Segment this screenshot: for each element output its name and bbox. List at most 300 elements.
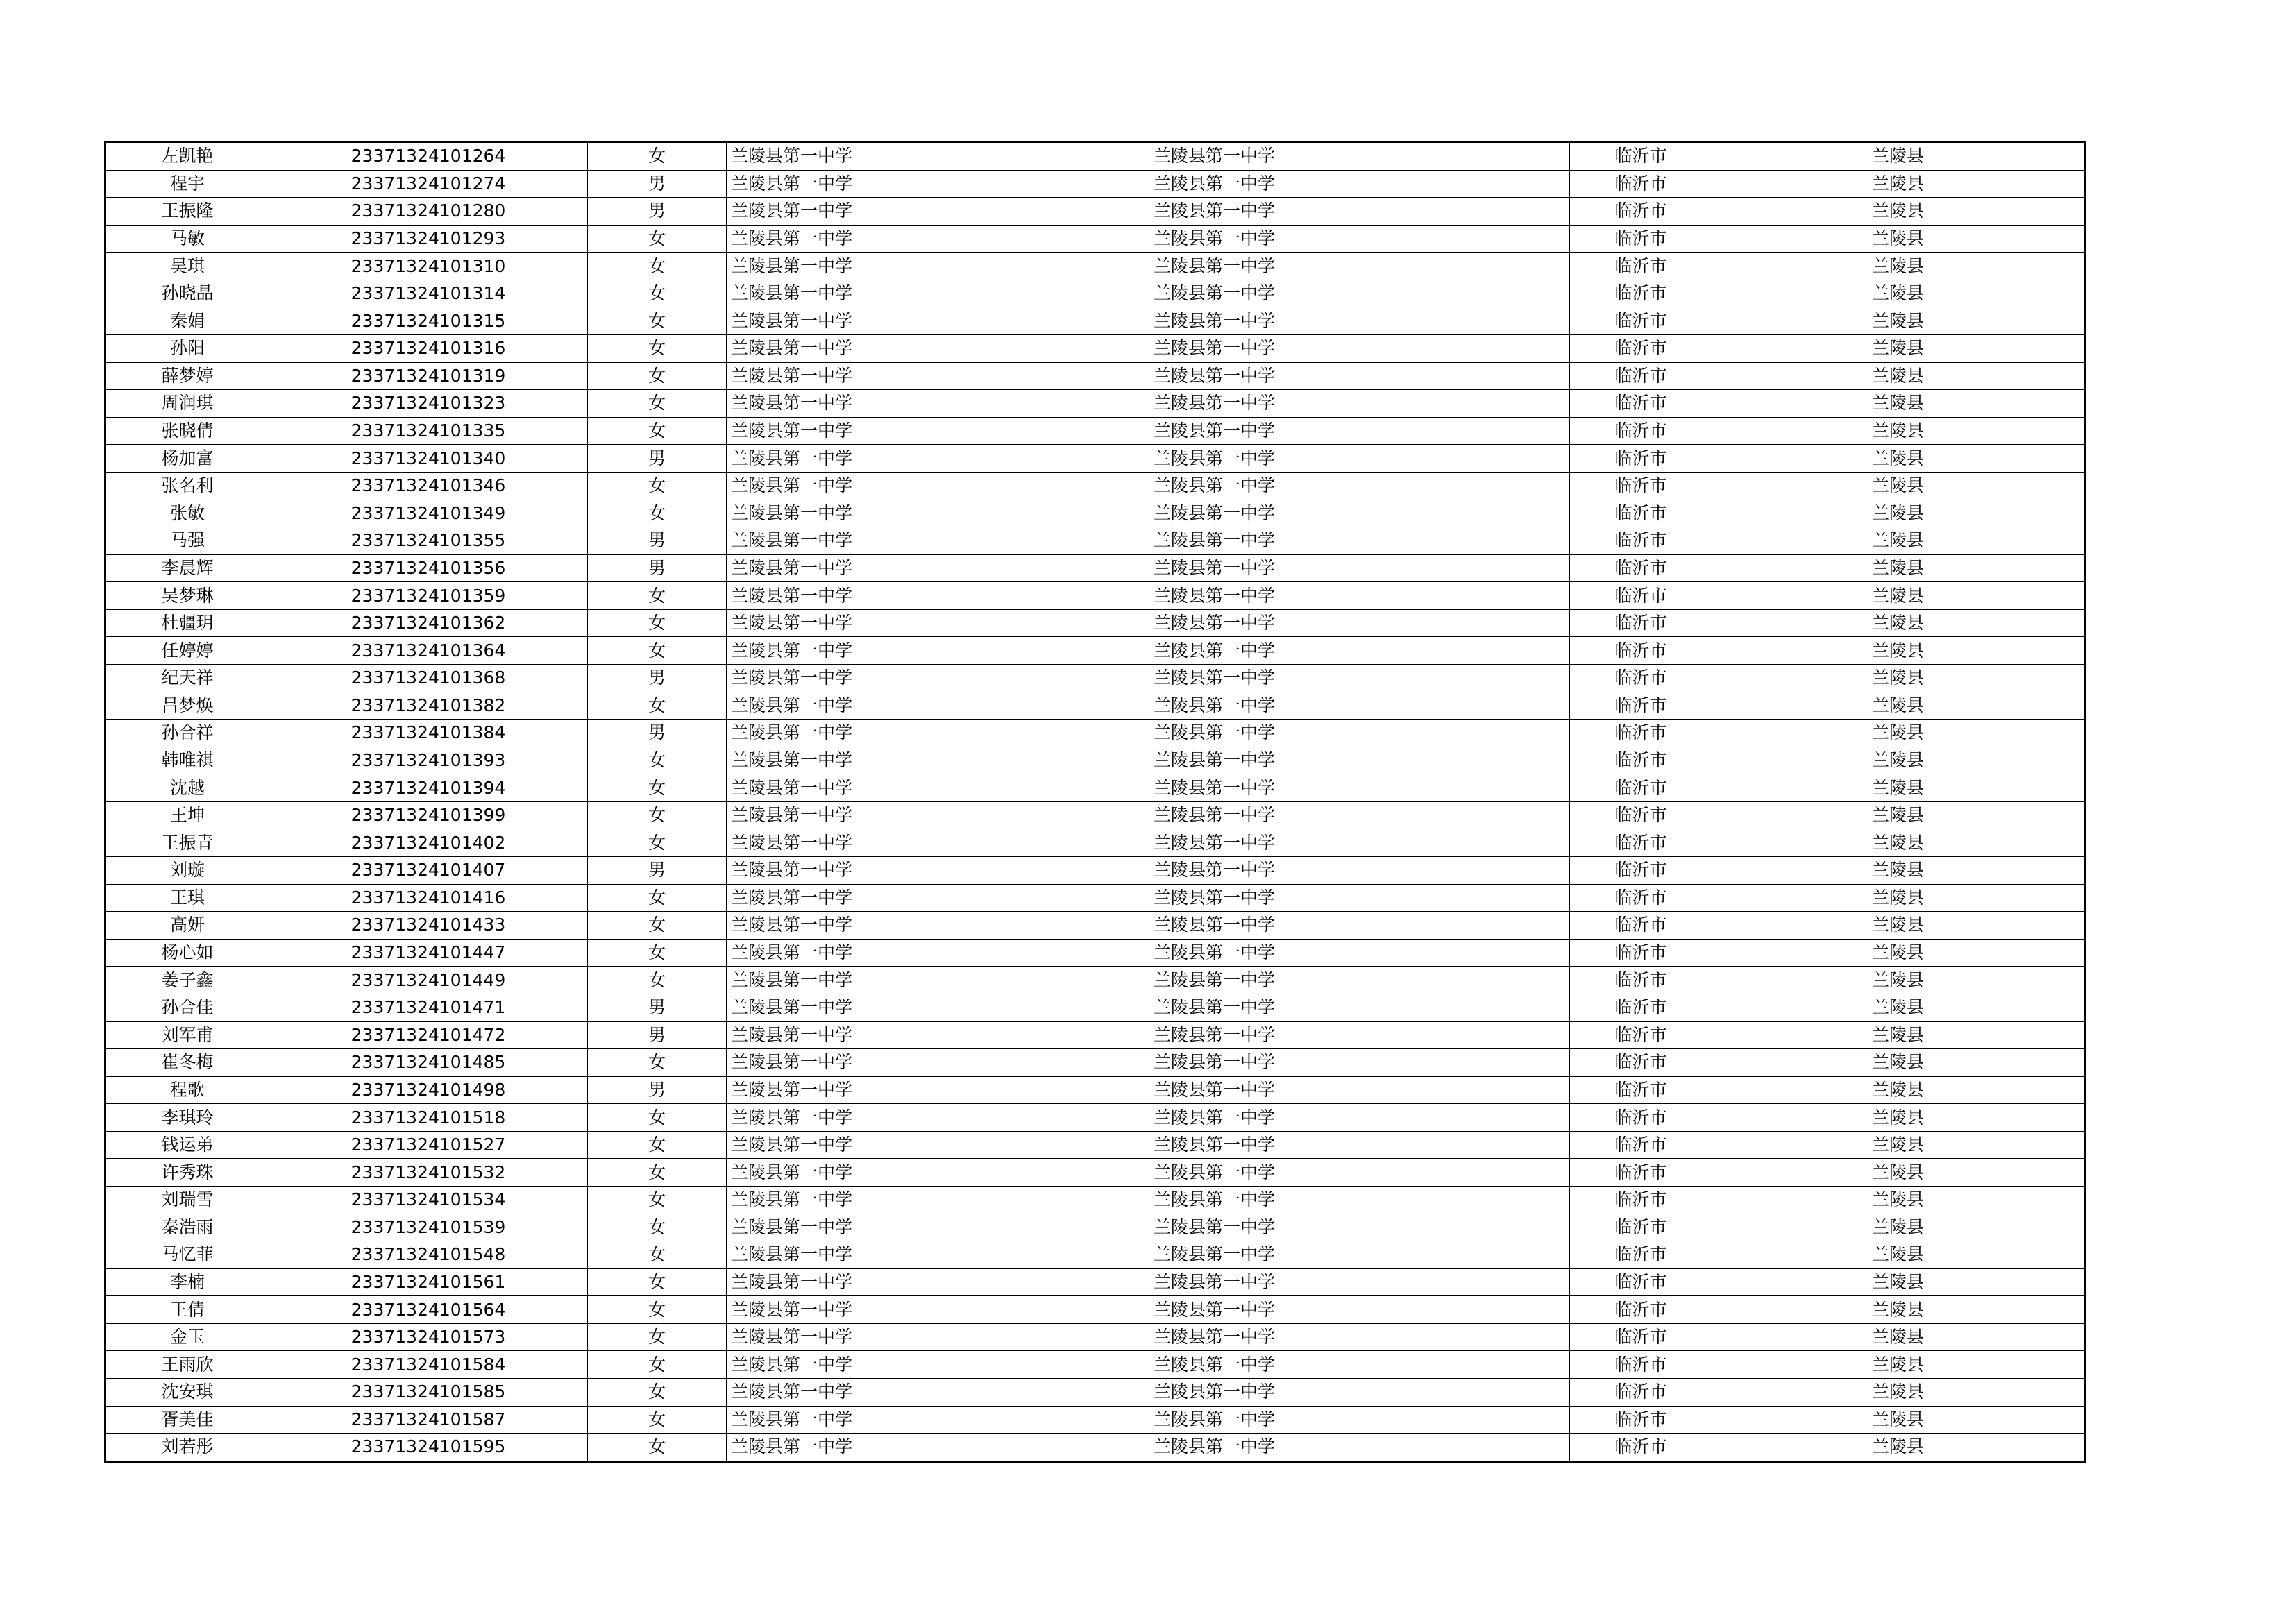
city-cell: 临沂市 xyxy=(1570,720,1712,747)
school-cell: 兰陵县第一中学 xyxy=(727,720,1149,747)
county-cell: 兰陵县 xyxy=(1712,1186,2085,1214)
city-cell: 临沂市 xyxy=(1570,280,1712,307)
exam-site-cell: 兰陵县第一中学 xyxy=(1149,857,1570,885)
gender-cell: 女 xyxy=(588,747,727,774)
table-row xyxy=(105,1159,2085,1187)
county-cell: 兰陵县 xyxy=(1712,1131,2085,1159)
exam-site-cell: 兰陵县第一中学 xyxy=(1149,142,1570,171)
exam-id-cell: 23371324101393 xyxy=(269,747,588,774)
exam-id-cell: 23371324101355 xyxy=(269,527,588,555)
school-cell: 兰陵县第一中学 xyxy=(727,857,1149,885)
student-name-cell: 程宇 xyxy=(105,170,269,198)
table-row xyxy=(105,170,2085,198)
county-cell: 兰陵县 xyxy=(1712,554,2085,582)
gender-cell: 女 xyxy=(588,637,727,665)
city-cell: 临沂市 xyxy=(1570,747,1712,774)
student-name-cell: 孙合佳 xyxy=(105,994,269,1021)
exam-id-cell: 23371324101340 xyxy=(269,445,588,473)
student-name-cell: 孙阳 xyxy=(105,335,269,363)
table-row xyxy=(105,801,2085,829)
exam-id-cell: 23371324101382 xyxy=(269,692,588,720)
city-cell: 临沂市 xyxy=(1570,829,1712,857)
gender-cell: 女 xyxy=(588,774,727,802)
exam-site-cell: 兰陵县第一中学 xyxy=(1149,390,1570,418)
city-cell: 临沂市 xyxy=(1570,637,1712,665)
gender-cell: 男 xyxy=(588,445,727,473)
county-cell: 兰陵县 xyxy=(1712,1268,2085,1296)
exam-site-cell: 兰陵县第一中学 xyxy=(1149,637,1570,665)
city-cell: 临沂市 xyxy=(1570,1159,1712,1187)
county-cell: 兰陵县 xyxy=(1712,253,2085,280)
city-cell: 临沂市 xyxy=(1570,801,1712,829)
school-cell: 兰陵县第一中学 xyxy=(727,445,1149,473)
gender-cell: 女 xyxy=(588,1268,727,1296)
gender-cell: 女 xyxy=(588,1379,727,1407)
county-cell: 兰陵县 xyxy=(1712,472,2085,500)
school-cell: 兰陵县第一中学 xyxy=(727,170,1149,198)
city-cell: 临沂市 xyxy=(1570,1131,1712,1159)
student-name-cell: 沈越 xyxy=(105,774,269,802)
city-cell: 临沂市 xyxy=(1570,225,1712,253)
county-cell: 兰陵县 xyxy=(1712,774,2085,802)
student-name-cell: 张敏 xyxy=(105,500,269,527)
exam-site-cell: 兰陵县第一中学 xyxy=(1149,664,1570,692)
table-row xyxy=(105,720,2085,747)
gender-cell: 女 xyxy=(588,253,727,280)
school-cell: 兰陵县第一中学 xyxy=(727,1021,1149,1049)
gender-cell: 女 xyxy=(588,335,727,363)
student-name-cell: 任婷婷 xyxy=(105,637,269,665)
county-cell: 兰陵县 xyxy=(1712,720,2085,747)
city-cell: 临沂市 xyxy=(1570,857,1712,885)
exam-site-cell: 兰陵县第一中学 xyxy=(1149,1296,1570,1324)
gender-cell: 女 xyxy=(588,390,727,418)
student-name-cell: 秦浩雨 xyxy=(105,1214,269,1241)
exam-id-cell: 23371324101471 xyxy=(269,994,588,1021)
school-cell: 兰陵县第一中学 xyxy=(727,1268,1149,1296)
student-name-cell: 纪天祥 xyxy=(105,664,269,692)
exam-id-cell: 23371324101564 xyxy=(269,1296,588,1324)
gender-cell: 女 xyxy=(588,1241,727,1269)
city-cell: 临沂市 xyxy=(1570,1214,1712,1241)
student-name-cell: 刘璇 xyxy=(105,857,269,885)
exam-id-cell: 23371324101485 xyxy=(269,1049,588,1077)
table-row xyxy=(105,1214,2085,1241)
county-cell: 兰陵县 xyxy=(1712,664,2085,692)
exam-site-cell: 兰陵县第一中学 xyxy=(1149,1323,1570,1351)
exam-site-cell: 兰陵县第一中学 xyxy=(1149,417,1570,445)
table-row xyxy=(105,994,2085,1021)
table-row xyxy=(105,637,2085,665)
city-cell: 临沂市 xyxy=(1570,1351,1712,1379)
school-cell: 兰陵县第一中学 xyxy=(727,362,1149,390)
exam-site-cell: 兰陵县第一中学 xyxy=(1149,280,1570,307)
student-name-cell: 王雨欣 xyxy=(105,1351,269,1379)
city-cell: 临沂市 xyxy=(1570,335,1712,363)
exam-id-cell: 23371324101532 xyxy=(269,1159,588,1187)
county-cell: 兰陵县 xyxy=(1712,1021,2085,1049)
student-name-cell: 秦娟 xyxy=(105,307,269,335)
exam-site-cell: 兰陵县第一中学 xyxy=(1149,1186,1570,1214)
county-cell: 兰陵县 xyxy=(1712,994,2085,1021)
county-cell: 兰陵县 xyxy=(1712,1434,2085,1462)
table-row xyxy=(105,554,2085,582)
school-cell: 兰陵县第一中学 xyxy=(727,198,1149,226)
school-cell: 兰陵县第一中学 xyxy=(727,1323,1149,1351)
exam-site-cell: 兰陵县第一中学 xyxy=(1149,912,1570,940)
table-row xyxy=(105,253,2085,280)
student-name-cell: 王振青 xyxy=(105,829,269,857)
school-cell: 兰陵县第一中学 xyxy=(727,1296,1149,1324)
exam-id-cell: 23371324101314 xyxy=(269,280,588,307)
gender-cell: 女 xyxy=(588,692,727,720)
city-cell: 临沂市 xyxy=(1570,198,1712,226)
city-cell: 临沂市 xyxy=(1570,1323,1712,1351)
table-row xyxy=(105,142,2085,171)
student-name-cell: 崔冬梅 xyxy=(105,1049,269,1077)
gender-cell: 女 xyxy=(588,912,727,940)
exam-id-cell: 23371324101585 xyxy=(269,1379,588,1407)
city-cell: 临沂市 xyxy=(1570,664,1712,692)
gender-cell: 男 xyxy=(588,1021,727,1049)
school-cell: 兰陵县第一中学 xyxy=(727,1379,1149,1407)
student-name-cell: 李楠 xyxy=(105,1268,269,1296)
city-cell: 临沂市 xyxy=(1570,1296,1712,1324)
exam-id-cell: 23371324101548 xyxy=(269,1241,588,1269)
school-cell: 兰陵县第一中学 xyxy=(727,390,1149,418)
exam-site-cell: 兰陵县第一中学 xyxy=(1149,527,1570,555)
gender-cell: 女 xyxy=(588,1049,727,1077)
exam-id-cell: 23371324101310 xyxy=(269,253,588,280)
gender-cell: 女 xyxy=(588,582,727,610)
table-row xyxy=(105,939,2085,967)
city-cell: 临沂市 xyxy=(1570,1076,1712,1104)
gender-cell: 男 xyxy=(588,857,727,885)
student-name-cell: 左凯艳 xyxy=(105,142,269,171)
table-row xyxy=(105,527,2085,555)
school-cell: 兰陵县第一中学 xyxy=(727,1351,1149,1379)
city-cell: 临沂市 xyxy=(1570,582,1712,610)
school-cell: 兰陵县第一中学 xyxy=(727,1406,1149,1434)
exam-site-cell: 兰陵县第一中学 xyxy=(1149,582,1570,610)
exam-site-cell: 兰陵县第一中学 xyxy=(1149,1434,1570,1462)
student-name-cell: 马忆菲 xyxy=(105,1241,269,1269)
school-cell: 兰陵县第一中学 xyxy=(727,967,1149,994)
student-name-cell: 李琪玲 xyxy=(105,1104,269,1132)
table-row xyxy=(105,857,2085,885)
table-row xyxy=(105,1268,2085,1296)
county-cell: 兰陵县 xyxy=(1712,829,2085,857)
county-cell: 兰陵县 xyxy=(1712,417,2085,445)
city-cell: 临沂市 xyxy=(1570,912,1712,940)
exam-site-cell: 兰陵县第一中学 xyxy=(1149,692,1570,720)
exam-id-cell: 23371324101335 xyxy=(269,417,588,445)
exam-site-cell: 兰陵县第一中学 xyxy=(1149,1021,1570,1049)
gender-cell: 女 xyxy=(588,1104,727,1132)
exam-id-cell: 23371324101264 xyxy=(269,142,588,171)
gender-cell: 男 xyxy=(588,198,727,226)
table-row xyxy=(105,774,2085,802)
table-row xyxy=(105,884,2085,912)
gender-cell: 男 xyxy=(588,720,727,747)
gender-cell: 男 xyxy=(588,527,727,555)
table-row xyxy=(105,417,2085,445)
county-cell: 兰陵县 xyxy=(1712,1159,2085,1187)
school-cell: 兰陵县第一中学 xyxy=(727,692,1149,720)
exam-site-cell: 兰陵县第一中学 xyxy=(1149,1379,1570,1407)
gender-cell: 女 xyxy=(588,280,727,307)
table-row xyxy=(105,1076,2085,1104)
table-row xyxy=(105,1104,2085,1132)
exam-site-cell: 兰陵县第一中学 xyxy=(1149,609,1570,637)
exam-site-cell: 兰陵县第一中学 xyxy=(1149,1406,1570,1434)
student-name-cell: 张名利 xyxy=(105,472,269,500)
exam-id-cell: 23371324101293 xyxy=(269,225,588,253)
city-cell: 临沂市 xyxy=(1570,994,1712,1021)
school-cell: 兰陵县第一中学 xyxy=(727,912,1149,940)
student-roster-table xyxy=(104,141,2086,1463)
school-cell: 兰陵县第一中学 xyxy=(727,801,1149,829)
county-cell: 兰陵县 xyxy=(1712,362,2085,390)
exam-site-cell: 兰陵县第一中学 xyxy=(1149,1104,1570,1132)
exam-id-cell: 23371324101274 xyxy=(269,170,588,198)
county-cell: 兰陵县 xyxy=(1712,692,2085,720)
exam-id-cell: 23371324101518 xyxy=(269,1104,588,1132)
city-cell: 临沂市 xyxy=(1570,472,1712,500)
gender-cell: 女 xyxy=(588,500,727,527)
exam-id-cell: 23371324101362 xyxy=(269,609,588,637)
city-cell: 临沂市 xyxy=(1570,362,1712,390)
city-cell: 临沂市 xyxy=(1570,390,1712,418)
city-cell: 临沂市 xyxy=(1570,692,1712,720)
exam-id-cell: 23371324101399 xyxy=(269,801,588,829)
gender-cell: 男 xyxy=(588,170,727,198)
gender-cell: 女 xyxy=(588,884,727,912)
county-cell: 兰陵县 xyxy=(1712,912,2085,940)
school-cell: 兰陵县第一中学 xyxy=(727,335,1149,363)
table-row xyxy=(105,609,2085,637)
exam-site-cell: 兰陵县第一中学 xyxy=(1149,225,1570,253)
student-name-cell: 薛梦婷 xyxy=(105,362,269,390)
exam-id-cell: 23371324101587 xyxy=(269,1406,588,1434)
city-cell: 临沂市 xyxy=(1570,554,1712,582)
gender-cell: 女 xyxy=(588,362,727,390)
table-row xyxy=(105,307,2085,335)
exam-id-cell: 23371324101498 xyxy=(269,1076,588,1104)
school-cell: 兰陵县第一中学 xyxy=(727,417,1149,445)
county-cell: 兰陵县 xyxy=(1712,1214,2085,1241)
gender-cell: 女 xyxy=(588,609,727,637)
gender-cell: 女 xyxy=(588,967,727,994)
exam-site-cell: 兰陵县第一中学 xyxy=(1149,307,1570,335)
table-row xyxy=(105,225,2085,253)
table-row xyxy=(105,1131,2085,1159)
table-row xyxy=(105,1406,2085,1434)
student-name-cell: 周润琪 xyxy=(105,390,269,418)
table-row xyxy=(105,1323,2085,1351)
exam-id-cell: 23371324101407 xyxy=(269,857,588,885)
school-cell: 兰陵县第一中学 xyxy=(727,253,1149,280)
table-row xyxy=(105,390,2085,418)
city-cell: 临沂市 xyxy=(1570,1241,1712,1269)
exam-site-cell: 兰陵县第一中学 xyxy=(1149,1159,1570,1187)
exam-site-cell: 兰陵县第一中学 xyxy=(1149,253,1570,280)
exam-id-cell: 23371324101534 xyxy=(269,1186,588,1214)
gender-cell: 女 xyxy=(588,1214,727,1241)
gender-cell: 男 xyxy=(588,994,727,1021)
gender-cell: 女 xyxy=(588,1434,727,1462)
school-cell: 兰陵县第一中学 xyxy=(727,1049,1149,1077)
student-name-cell: 孙合祥 xyxy=(105,720,269,747)
gender-cell: 女 xyxy=(588,142,727,171)
student-name-cell: 刘瑞雪 xyxy=(105,1186,269,1214)
school-cell: 兰陵县第一中学 xyxy=(727,609,1149,637)
exam-site-cell: 兰陵县第一中学 xyxy=(1149,829,1570,857)
city-cell: 临沂市 xyxy=(1570,527,1712,555)
exam-id-cell: 23371324101346 xyxy=(269,472,588,500)
student-name-cell: 杨加富 xyxy=(105,445,269,473)
table-row xyxy=(105,967,2085,994)
gender-cell: 女 xyxy=(588,1351,727,1379)
city-cell: 临沂市 xyxy=(1570,1434,1712,1462)
gender-cell: 女 xyxy=(588,225,727,253)
table-row xyxy=(105,198,2085,226)
county-cell: 兰陵县 xyxy=(1712,747,2085,774)
county-cell: 兰陵县 xyxy=(1712,1049,2085,1077)
gender-cell: 女 xyxy=(588,1186,727,1214)
school-cell: 兰陵县第一中学 xyxy=(727,1186,1149,1214)
table-row xyxy=(105,912,2085,940)
student-name-cell: 许秀珠 xyxy=(105,1159,269,1187)
county-cell: 兰陵县 xyxy=(1712,527,2085,555)
student-name-cell: 吴梦琳 xyxy=(105,582,269,610)
city-cell: 临沂市 xyxy=(1570,500,1712,527)
county-cell: 兰陵县 xyxy=(1712,280,2085,307)
exam-id-cell: 23371324101359 xyxy=(269,582,588,610)
student-name-cell: 马敏 xyxy=(105,225,269,253)
school-cell: 兰陵县第一中学 xyxy=(727,637,1149,665)
table-row xyxy=(105,500,2085,527)
school-cell: 兰陵县第一中学 xyxy=(727,994,1149,1021)
exam-id-cell: 23371324101384 xyxy=(269,720,588,747)
table-row xyxy=(105,335,2085,363)
city-cell: 临沂市 xyxy=(1570,170,1712,198)
exam-site-cell: 兰陵县第一中学 xyxy=(1149,994,1570,1021)
city-cell: 临沂市 xyxy=(1570,142,1712,171)
student-name-cell: 吕梦焕 xyxy=(105,692,269,720)
exam-site-cell: 兰陵县第一中学 xyxy=(1149,801,1570,829)
county-cell: 兰陵县 xyxy=(1712,445,2085,473)
gender-cell: 女 xyxy=(588,1131,727,1159)
school-cell: 兰陵县第一中学 xyxy=(727,472,1149,500)
exam-site-cell: 兰陵县第一中学 xyxy=(1149,554,1570,582)
table-row xyxy=(105,472,2085,500)
exam-site-cell: 兰陵县第一中学 xyxy=(1149,472,1570,500)
county-cell: 兰陵县 xyxy=(1712,1406,2085,1434)
table-row xyxy=(105,1434,2085,1462)
table-row xyxy=(105,829,2085,857)
gender-cell: 女 xyxy=(588,472,727,500)
student-name-cell: 程歌 xyxy=(105,1076,269,1104)
table-row xyxy=(105,747,2085,774)
exam-id-cell: 23371324101394 xyxy=(269,774,588,802)
exam-site-cell: 兰陵县第一中学 xyxy=(1149,967,1570,994)
gender-cell: 女 xyxy=(588,1406,727,1434)
exam-site-cell: 兰陵县第一中学 xyxy=(1149,747,1570,774)
school-cell: 兰陵县第一中学 xyxy=(727,1104,1149,1132)
county-cell: 兰陵县 xyxy=(1712,142,2085,171)
county-cell: 兰陵县 xyxy=(1712,335,2085,363)
exam-id-cell: 23371324101368 xyxy=(269,664,588,692)
county-cell: 兰陵县 xyxy=(1712,1296,2085,1324)
city-cell: 临沂市 xyxy=(1570,1104,1712,1132)
exam-site-cell: 兰陵县第一中学 xyxy=(1149,362,1570,390)
exam-site-cell: 兰陵县第一中学 xyxy=(1149,335,1570,363)
school-cell: 兰陵县第一中学 xyxy=(727,554,1149,582)
student-name-cell: 王倩 xyxy=(105,1296,269,1324)
county-cell: 兰陵县 xyxy=(1712,609,2085,637)
exam-id-cell: 23371324101315 xyxy=(269,307,588,335)
student-name-cell: 姜子鑫 xyxy=(105,967,269,994)
city-cell: 临沂市 xyxy=(1570,1021,1712,1049)
table-row xyxy=(105,1186,2085,1214)
table-row xyxy=(105,1241,2085,1269)
school-cell: 兰陵县第一中学 xyxy=(727,1159,1149,1187)
city-cell: 临沂市 xyxy=(1570,884,1712,912)
student-name-cell: 刘军甫 xyxy=(105,1021,269,1049)
exam-site-cell: 兰陵县第一中学 xyxy=(1149,445,1570,473)
county-cell: 兰陵县 xyxy=(1712,1104,2085,1132)
city-cell: 临沂市 xyxy=(1570,417,1712,445)
gender-cell: 女 xyxy=(588,1159,727,1187)
table-row xyxy=(105,1049,2085,1077)
student-name-cell: 杨心如 xyxy=(105,939,269,967)
school-cell: 兰陵县第一中学 xyxy=(727,1214,1149,1241)
roster-body xyxy=(105,142,2085,1462)
exam-id-cell: 23371324101561 xyxy=(269,1268,588,1296)
school-cell: 兰陵县第一中学 xyxy=(727,939,1149,967)
school-cell: 兰陵县第一中学 xyxy=(727,527,1149,555)
county-cell: 兰陵县 xyxy=(1712,801,2085,829)
exam-site-cell: 兰陵县第一中学 xyxy=(1149,1241,1570,1269)
city-cell: 临沂市 xyxy=(1570,445,1712,473)
county-cell: 兰陵县 xyxy=(1712,1379,2085,1407)
exam-site-cell: 兰陵县第一中学 xyxy=(1149,170,1570,198)
table-row xyxy=(105,582,2085,610)
student-name-cell: 王坤 xyxy=(105,801,269,829)
exam-id-cell: 23371324101527 xyxy=(269,1131,588,1159)
gender-cell: 女 xyxy=(588,829,727,857)
school-cell: 兰陵县第一中学 xyxy=(727,500,1149,527)
student-name-cell: 胥美佳 xyxy=(105,1406,269,1434)
county-cell: 兰陵县 xyxy=(1712,1351,2085,1379)
student-name-cell: 张晓倩 xyxy=(105,417,269,445)
exam-site-cell: 兰陵县第一中学 xyxy=(1149,720,1570,747)
table-row xyxy=(105,664,2085,692)
exam-site-cell: 兰陵县第一中学 xyxy=(1149,1131,1570,1159)
county-cell: 兰陵县 xyxy=(1712,198,2085,226)
exam-id-cell: 23371324101472 xyxy=(269,1021,588,1049)
school-cell: 兰陵县第一中学 xyxy=(727,884,1149,912)
gender-cell: 女 xyxy=(588,1323,727,1351)
county-cell: 兰陵县 xyxy=(1712,637,2085,665)
school-cell: 兰陵县第一中学 xyxy=(727,142,1149,171)
county-cell: 兰陵县 xyxy=(1712,857,2085,885)
county-cell: 兰陵县 xyxy=(1712,307,2085,335)
county-cell: 兰陵县 xyxy=(1712,1241,2085,1269)
school-cell: 兰陵县第一中学 xyxy=(727,1076,1149,1104)
exam-id-cell: 23371324101280 xyxy=(269,198,588,226)
